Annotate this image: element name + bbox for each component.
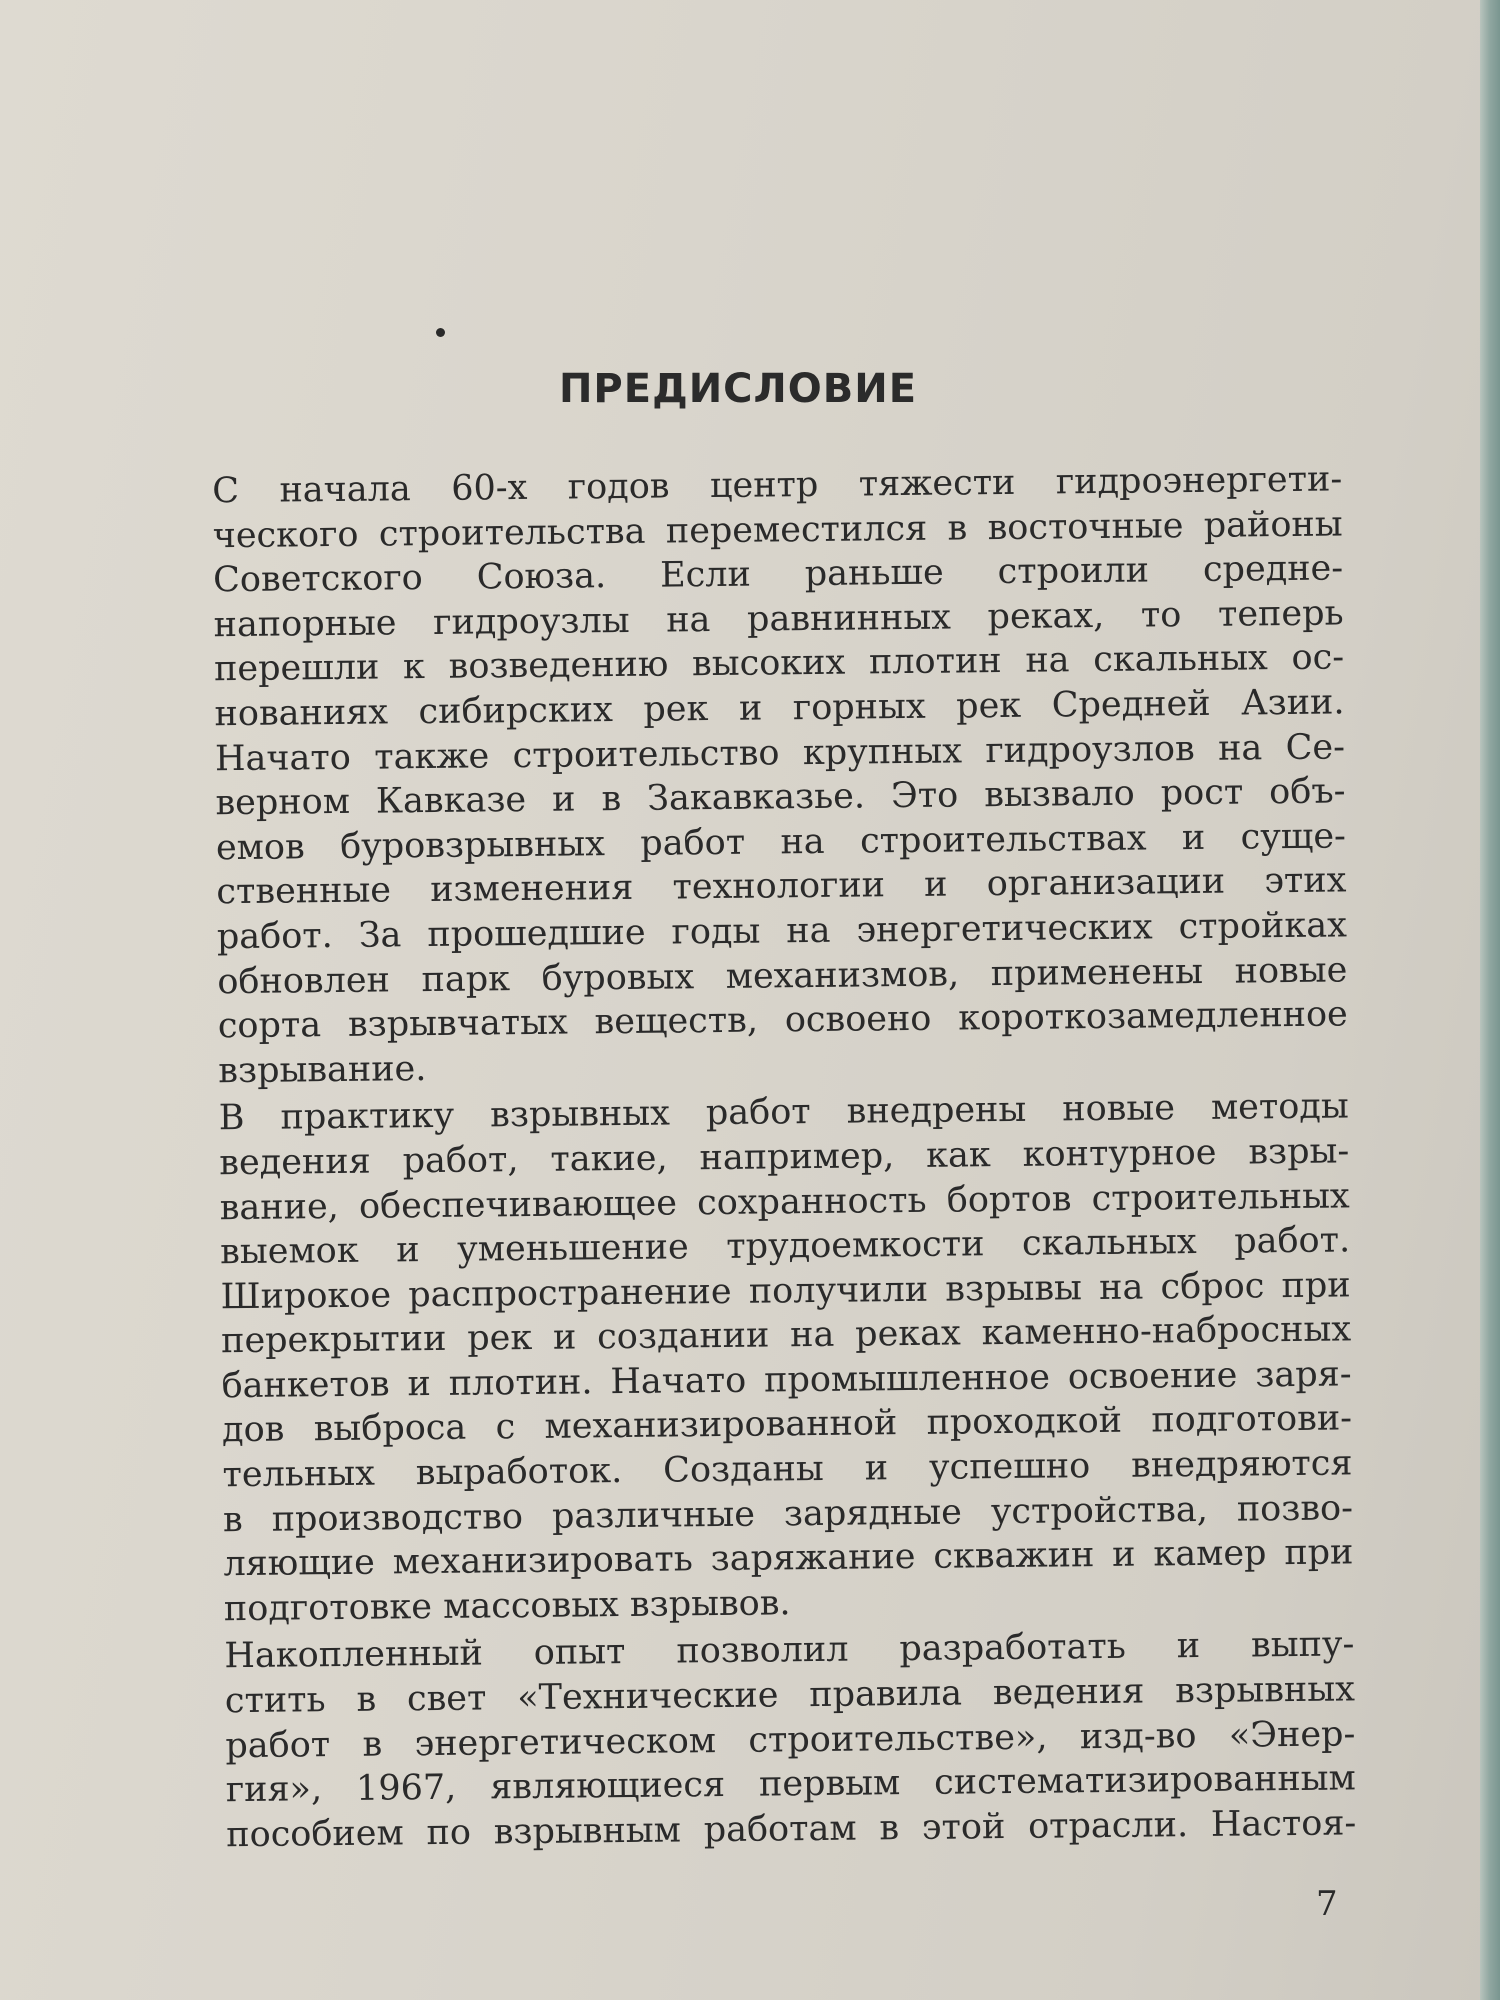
text-line: дов выброса с механизированной проходкой подготови- bbox=[221, 1398, 1353, 1451]
text-line: Накопленный опыт позволил разработать и выпу- bbox=[224, 1624, 1355, 1677]
text-line: пособием по взрывным работам в этой отрасли. Настоя- bbox=[226, 1803, 1357, 1856]
text-line: емов буровзрывных работ на строительствах и суще- bbox=[215, 816, 1347, 868]
text-line: верном Кавказе и в Закавказье. Это вызвало рост объ- bbox=[215, 771, 1346, 824]
text-line: подготовке массовых взрывов. bbox=[223, 1583, 791, 1630]
text-line: в производство различные зарядные устройства, позво- bbox=[222, 1488, 1354, 1540]
text-line: взрывание. bbox=[218, 1048, 427, 1091]
book-spine-edge bbox=[1480, 0, 1500, 2000]
body-text bbox=[142, 457, 1356, 1858]
paragraph-1 bbox=[142, 457, 1348, 1094]
ink-speck bbox=[436, 328, 445, 337]
text-line: работ. За прошедшие годы на энергетических стройках bbox=[216, 905, 1348, 958]
text-line: С начала 60-х годов центр тяжести гидроэнергети- bbox=[212, 459, 1343, 512]
text-line: ведения работ, такие, например, как контурное взры- bbox=[219, 1131, 1350, 1184]
text-line: перекрытии рек и создании на реках каменно-набросных bbox=[220, 1309, 1352, 1362]
text-line: работ в энергетическом строительстве», изд-во «Энер- bbox=[225, 1713, 1356, 1766]
text-line: обновлен парк буровых механизмов, применены новые bbox=[217, 949, 1348, 1002]
page-number: 7 bbox=[1316, 1884, 1338, 1924]
text-line: В практику взрывных работ внедрены новые методы bbox=[218, 1086, 1349, 1139]
text-line: напорные гидроузлы на равнинных реках, то теперь bbox=[213, 593, 1344, 646]
text-line: гия», 1967, являющиеся первым систематизированным bbox=[225, 1758, 1356, 1811]
text-line: Начато также строительство крупных гидроузлов на Се- bbox=[214, 726, 1346, 779]
text-line: нованиях сибирских рек и горных рек Средней Азии. bbox=[214, 682, 1345, 735]
text-line: банкетов и плотин. Начато промышленное освоение заря- bbox=[221, 1354, 1352, 1407]
text-line: вание, обеспечивающее сохранность бортов строительных bbox=[219, 1175, 1350, 1228]
paragraph-2 bbox=[149, 1085, 1355, 1633]
text-line: ческого строительства переместился в восточные районы bbox=[212, 504, 1343, 556]
text-line: сорта взрывчатых веществ, освоено короткозамедленное bbox=[217, 994, 1348, 1047]
text-line: тельных выработок. Созданы и успешно внедряются bbox=[222, 1443, 1353, 1496]
text-line: выемок и уменьшение трудоемкости скальных работ. bbox=[219, 1220, 1351, 1273]
text-line: Советского Союза. Если раньше строили средне- bbox=[212, 548, 1344, 601]
text-line: ственные изменения технологии и организации этих bbox=[216, 860, 1347, 913]
text-line: стить в свет «Технические правила ведения взрывных bbox=[224, 1669, 1356, 1722]
text-line: ляющие механизировать заряжание скважин и камер при bbox=[223, 1532, 1354, 1585]
page-title: ПРЕДИСЛОВИЕ bbox=[558, 366, 918, 412]
paragraph-3 bbox=[154, 1623, 1356, 1859]
text-line: перешли к возведению высоких плотин на скальных ос- bbox=[213, 637, 1345, 690]
text-line: Широкое распространение получили взрывы на сброс при bbox=[220, 1265, 1351, 1317]
